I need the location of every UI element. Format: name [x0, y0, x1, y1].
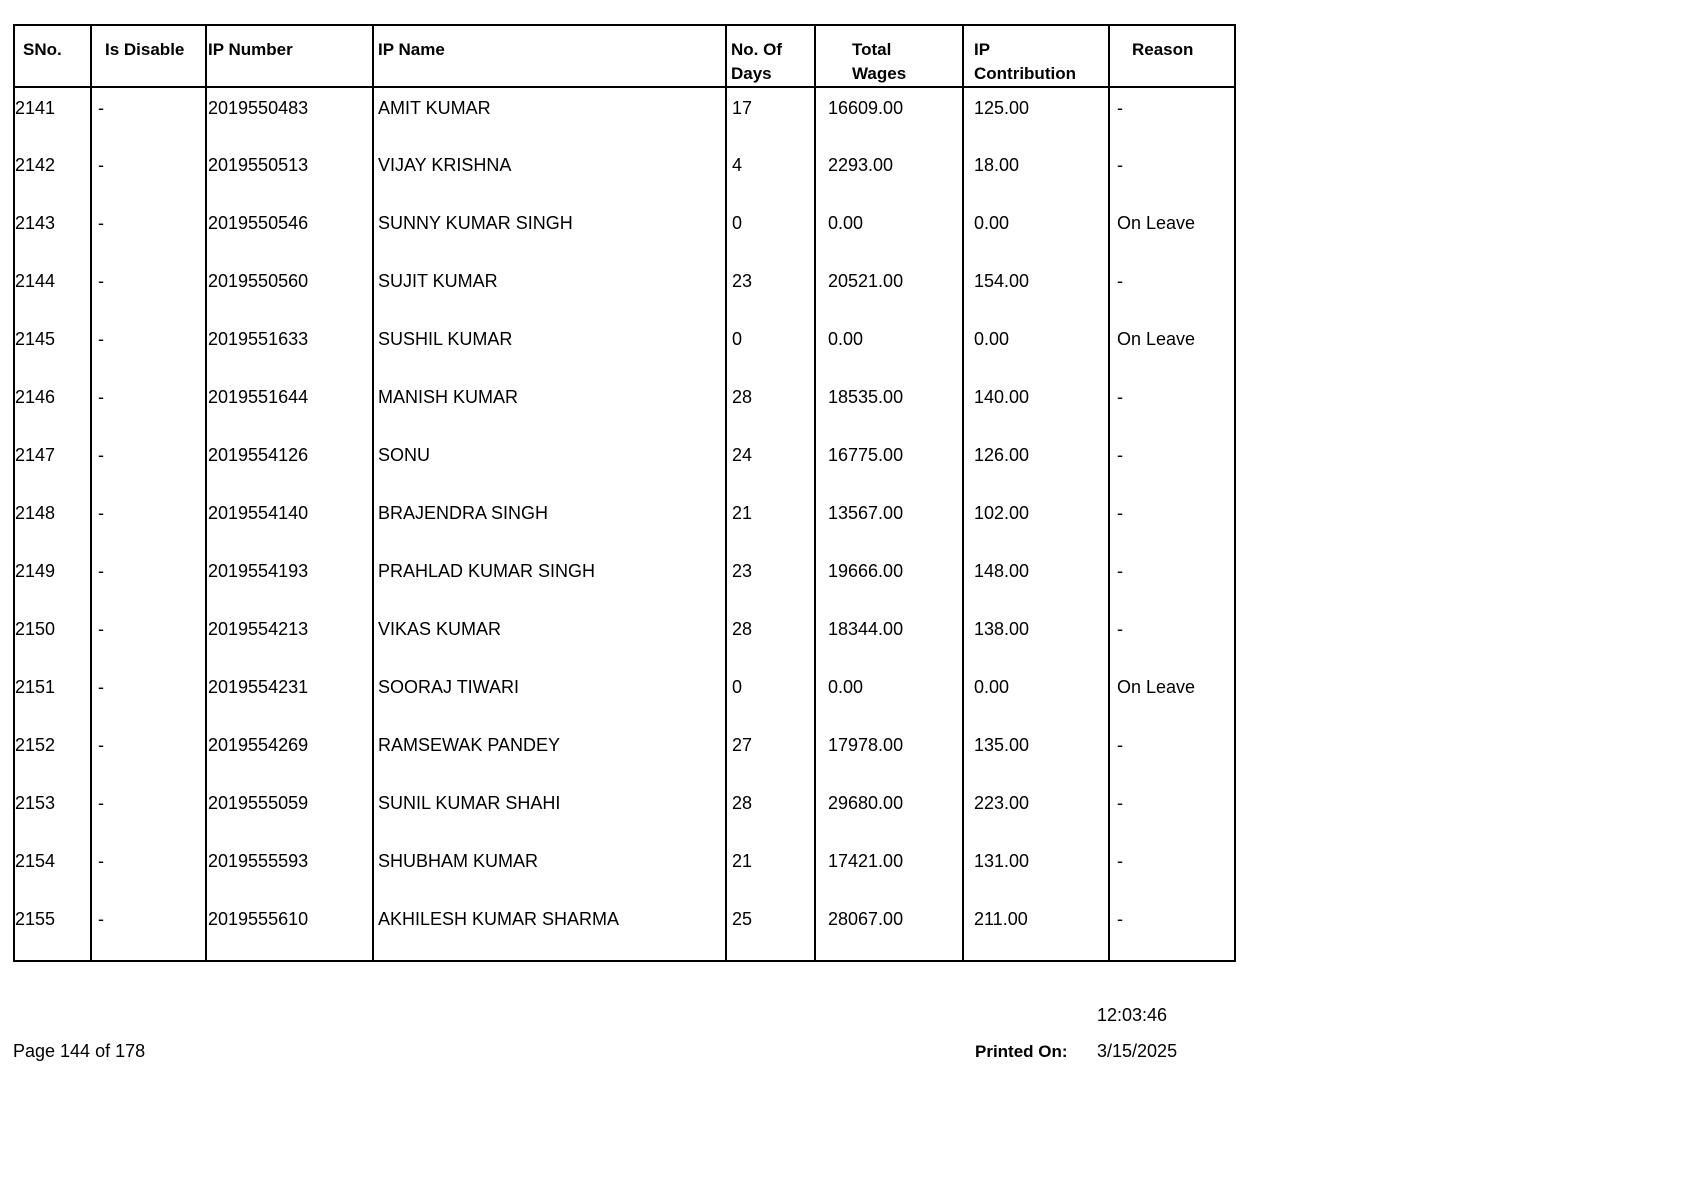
cell-reason: - — [1109, 145, 1235, 203]
cell-contribution: 223.00 — [963, 783, 1109, 841]
cell-wages: 17421.00 — [815, 841, 963, 899]
page-number: Page 144 of 178 — [13, 1041, 146, 1061]
cell-days: 24 — [726, 435, 815, 493]
cell-ip-number: 2019550560 — [206, 261, 373, 319]
cell-contribution: 148.00 — [963, 551, 1109, 609]
table-row — [14, 899, 1235, 961]
cell-sno: 2145 — [14, 319, 91, 377]
cell-is-disable: - — [91, 899, 206, 961]
cell-reason: - — [1109, 725, 1235, 783]
cell-wages: 19666.00 — [815, 551, 963, 609]
cell-ip-name: VIKAS KUMAR — [373, 609, 726, 667]
cell-wages: 16609.00 — [815, 87, 963, 145]
cell-wages: 2293.00 — [815, 145, 963, 203]
cell-ip-name: AKHILESH KUMAR SHARMA — [373, 899, 726, 961]
cell-ip-name: BRAJENDRA SINGH — [373, 493, 726, 551]
cell-sno: 2146 — [14, 377, 91, 435]
cell-wages: 16775.00 — [815, 435, 963, 493]
header-sno: SNo. — [14, 25, 91, 87]
cell-reason: - — [1109, 609, 1235, 667]
header-total-wages-line1: Total — [852, 40, 892, 59]
cell-contribution: 211.00 — [963, 899, 1109, 961]
cell-contribution: 126.00 — [963, 435, 1109, 493]
cell-reason: - — [1109, 493, 1235, 551]
cell-ip-name: SOORAJ TIWARI — [373, 667, 726, 725]
header-reason: Reason — [1109, 25, 1235, 87]
table-row — [14, 319, 1235, 377]
cell-reason: - — [1109, 435, 1235, 493]
cell-is-disable: - — [91, 725, 206, 783]
cell-is-disable: - — [91, 609, 206, 667]
cell-ip-name: SHUBHAM KUMAR — [373, 841, 726, 899]
cell-is-disable: - — [91, 551, 206, 609]
table-row — [14, 609, 1235, 667]
cell-ip-name: PRAHLAD KUMAR SINGH — [373, 551, 726, 609]
cell-days: 28 — [726, 783, 815, 841]
cell-ip-number: 2019554140 — [206, 493, 373, 551]
cell-contribution: 154.00 — [963, 261, 1109, 319]
printed-date: 3/15/2025 — [1097, 1041, 1178, 1061]
cell-ip-number: 2019554213 — [206, 609, 373, 667]
cell-ip-name: RAMSEWAK PANDEY — [373, 725, 726, 783]
cell-ip-name: VIJAY KRISHNA — [373, 145, 726, 203]
cell-ip-name: MANISH KUMAR — [373, 377, 726, 435]
table-row — [14, 551, 1235, 609]
cell-ip-number: 2019551633 — [206, 319, 373, 377]
header-ip-contribution — [963, 25, 1109, 87]
cell-ip-number: 2019550483 — [206, 87, 373, 145]
cell-sno: 2141 — [14, 87, 91, 145]
table-row — [14, 377, 1235, 435]
cell-ip-name: SUSHIL KUMAR — [373, 319, 726, 377]
cell-is-disable: - — [91, 435, 206, 493]
cell-days: 23 — [726, 551, 815, 609]
cell-sno: 2143 — [14, 203, 91, 261]
cell-ip-number: 2019555610 — [206, 899, 373, 961]
cell-ip-number: 2019555059 — [206, 783, 373, 841]
table-header-row — [14, 25, 1235, 87]
header-total-wages-line2: Wages — [852, 64, 907, 83]
header-ip-name: IP Name — [373, 25, 726, 87]
cell-reason: - — [1109, 377, 1235, 435]
cell-contribution: 0.00 — [963, 203, 1109, 261]
cell-is-disable: - — [91, 145, 206, 203]
cell-wages: 0.00 — [815, 203, 963, 261]
cell-sno: 2147 — [14, 435, 91, 493]
cell-contribution: 138.00 — [963, 609, 1109, 667]
cell-days: 21 — [726, 493, 815, 551]
cell-ip-number: 2019555593 — [206, 841, 373, 899]
cell-days: 28 — [726, 377, 815, 435]
cell-sno: 2149 — [14, 551, 91, 609]
printed-on-label: Printed On: — [975, 1042, 1068, 1061]
cell-sno: 2148 — [14, 493, 91, 551]
table-row — [14, 145, 1235, 203]
header-ip-contribution-line2: Contribution — [974, 64, 1076, 83]
cell-contribution: 0.00 — [963, 667, 1109, 725]
cell-is-disable: - — [91, 261, 206, 319]
cell-ip-name: SUNNY KUMAR SINGH — [373, 203, 726, 261]
cell-ip-number: 2019554269 — [206, 725, 373, 783]
cell-sno: 2153 — [14, 783, 91, 841]
table-row — [14, 725, 1235, 783]
cell-days: 4 — [726, 145, 815, 203]
cell-wages: 0.00 — [815, 319, 963, 377]
cell-sno: 2154 — [14, 841, 91, 899]
cell-days: 0 — [726, 667, 815, 725]
table-row — [14, 203, 1235, 261]
cell-days: 17 — [726, 87, 815, 145]
cell-days: 25 — [726, 899, 815, 961]
printed-time: 12:03:46 — [1097, 1005, 1168, 1025]
cell-contribution: 140.00 — [963, 377, 1109, 435]
header-no-of-days-line1: No. Of — [731, 40, 782, 59]
cell-ip-number: 2019554231 — [206, 667, 373, 725]
cell-sno: 2155 — [14, 899, 91, 961]
cell-ip-number: 2019550546 — [206, 203, 373, 261]
cell-sno: 2142 — [14, 145, 91, 203]
header-ip-contribution-line1: IP — [974, 40, 991, 59]
cell-reason: - — [1109, 551, 1235, 609]
cell-reason: - — [1109, 261, 1235, 319]
cell-wages: 0.00 — [815, 667, 963, 725]
cell-reason: On Leave — [1109, 203, 1235, 261]
cell-wages: 28067.00 — [815, 899, 963, 961]
table-row — [14, 435, 1235, 493]
cell-contribution: 18.00 — [963, 145, 1109, 203]
cell-contribution: 102.00 — [963, 493, 1109, 551]
cell-days: 21 — [726, 841, 815, 899]
cell-reason: - — [1109, 87, 1235, 145]
cell-ip-name: AMIT KUMAR — [373, 87, 726, 145]
cell-wages: 13567.00 — [815, 493, 963, 551]
header-is-disable: Is Disable — [91, 25, 206, 87]
cell-sno: 2151 — [14, 667, 91, 725]
cell-wages: 20521.00 — [815, 261, 963, 319]
cell-sno: 2144 — [14, 261, 91, 319]
cell-wages: 18344.00 — [815, 609, 963, 667]
header-no-of-days — [726, 25, 815, 87]
header-total-wages — [815, 25, 963, 87]
cell-contribution: 0.00 — [963, 319, 1109, 377]
header-ip-number: IP Number — [206, 25, 373, 87]
cell-is-disable: - — [91, 203, 206, 261]
table-row — [14, 493, 1235, 551]
cell-is-disable: - — [91, 493, 206, 551]
cell-reason: - — [1109, 841, 1235, 899]
cell-ip-number: 2019550513 — [206, 145, 373, 203]
cell-contribution: 135.00 — [963, 725, 1109, 783]
cell-reason: - — [1109, 783, 1235, 841]
cell-days: 23 — [726, 261, 815, 319]
cell-ip-name: SUNIL KUMAR SHAHI — [373, 783, 726, 841]
header-no-of-days-line2: Days — [731, 64, 772, 83]
cell-is-disable: - — [91, 841, 206, 899]
cell-contribution: 125.00 — [963, 87, 1109, 145]
cell-days: 0 — [726, 319, 815, 377]
cell-is-disable: - — [91, 783, 206, 841]
cell-sno: 2150 — [14, 609, 91, 667]
ip-contribution-table — [13, 24, 1236, 962]
table-row — [14, 87, 1235, 145]
cell-is-disable: - — [91, 667, 206, 725]
table-row — [14, 783, 1235, 841]
cell-wages: 17978.00 — [815, 725, 963, 783]
cell-ip-name: SONU — [373, 435, 726, 493]
cell-wages: 18535.00 — [815, 377, 963, 435]
cell-ip-number: 2019554193 — [206, 551, 373, 609]
cell-is-disable: - — [91, 319, 206, 377]
cell-is-disable: - — [91, 377, 206, 435]
table-row — [14, 667, 1235, 725]
cell-days: 28 — [726, 609, 815, 667]
cell-is-disable: - — [91, 87, 206, 145]
cell-contribution: 131.00 — [963, 841, 1109, 899]
cell-ip-name: SUJIT KUMAR — [373, 261, 726, 319]
cell-ip-number: 2019551644 — [206, 377, 373, 435]
cell-ip-number: 2019554126 — [206, 435, 373, 493]
cell-sno: 2152 — [14, 725, 91, 783]
cell-reason: On Leave — [1109, 667, 1235, 725]
table-row — [14, 261, 1235, 319]
cell-reason: - — [1109, 899, 1235, 961]
cell-reason: On Leave — [1109, 319, 1235, 377]
cell-days: 0 — [726, 203, 815, 261]
cell-days: 27 — [726, 725, 815, 783]
table-row — [14, 841, 1235, 899]
cell-wages: 29680.00 — [815, 783, 963, 841]
